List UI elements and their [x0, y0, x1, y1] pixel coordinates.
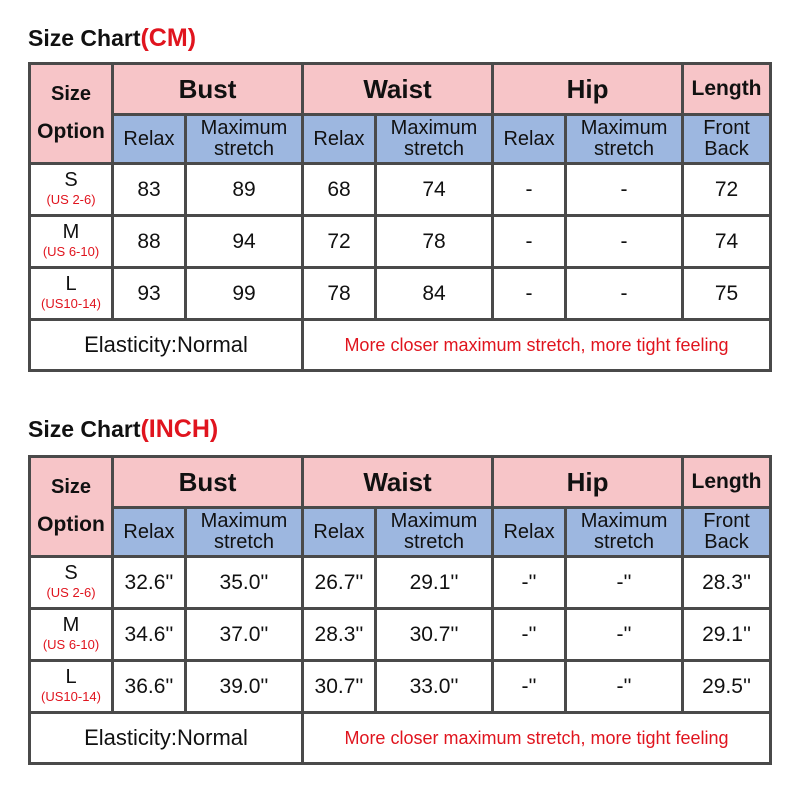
waist-max-cell: 33.0''	[377, 662, 491, 711]
bust-relax-header: Relax	[114, 509, 184, 555]
bust-relax-cell: 88	[114, 217, 184, 266]
bust-max-cell: 37.0''	[187, 610, 301, 659]
length-cell: 29.5''	[684, 662, 769, 711]
bust-max-cell: 39.0''	[187, 662, 301, 711]
bust-max-cell: 99	[187, 269, 301, 318]
length-cell: 72	[684, 165, 769, 214]
hip-max-cell: -	[567, 165, 681, 214]
stretch-note: More closer maximum stretch, more tight feeling	[304, 714, 769, 762]
waist-relax-cell: 28.3''	[304, 610, 374, 659]
size-option-header: Size Option	[31, 458, 111, 555]
length-header: Length	[684, 458, 769, 506]
size-option-cell: L (US10-14)	[31, 662, 111, 711]
inch-size-table	[28, 455, 772, 765]
hip-header: Hip	[494, 65, 681, 113]
hip-relax-cell: -	[494, 269, 564, 318]
table-row	[31, 662, 769, 711]
waist-header: Waist	[304, 65, 491, 113]
bust-relax-cell: 36.6''	[114, 662, 184, 711]
table-footer-row	[31, 714, 769, 762]
waist-relax-cell: 78	[304, 269, 374, 318]
bust-relax-cell: 93	[114, 269, 184, 318]
cm-chart-title: Size Chart(CM)	[28, 24, 197, 52]
waist-max-cell: 78	[377, 217, 491, 266]
length-cell: 75	[684, 269, 769, 318]
waist-max-cell: 74	[377, 165, 491, 214]
table-row	[31, 217, 769, 266]
waist-relax-cell: 26.7''	[304, 558, 374, 607]
waist-relax-header: Relax	[304, 509, 374, 555]
waist-max-cell: 84	[377, 269, 491, 318]
waist-relax-cell: 72	[304, 217, 374, 266]
elasticity-label: Elasticity:Normal	[31, 321, 301, 369]
waist-max-header: Maximum stretch	[377, 509, 491, 555]
bust-relax-cell: 32.6''	[114, 558, 184, 607]
hip-max-cell: -''	[567, 610, 681, 659]
bust-max-cell: 94	[187, 217, 301, 266]
hip-max-cell: -	[567, 269, 681, 318]
table-header-row	[31, 65, 769, 113]
hip-relax-cell: -	[494, 217, 564, 266]
hip-relax-header: Relax	[494, 509, 564, 555]
size-option-cell: M (US 6-10)	[31, 217, 111, 266]
hip-relax-cell: -	[494, 165, 564, 214]
bust-max-cell: 89	[187, 165, 301, 214]
stretch-note: More closer maximum stretch, more tight feeling	[304, 321, 769, 369]
hip-max-header: Maximum stretch	[567, 116, 681, 162]
bust-max-header: Maximum stretch	[187, 116, 301, 162]
hip-relax-cell: -''	[494, 662, 564, 711]
table-row	[31, 269, 769, 318]
length-header: Length	[684, 65, 769, 113]
waist-relax-cell: 30.7''	[304, 662, 374, 711]
elasticity-label: Elasticity:Normal	[31, 714, 301, 762]
length-cell: 29.1''	[684, 610, 769, 659]
size-option-cell: L (US10-14)	[31, 269, 111, 318]
waist-max-cell: 30.7''	[377, 610, 491, 659]
size-option-cell: M (US 6-10)	[31, 610, 111, 659]
table-row	[31, 165, 769, 214]
waist-header: Waist	[304, 458, 491, 506]
bust-header: Bust	[114, 458, 301, 506]
size-option-cell: S (US 2-6)	[31, 558, 111, 607]
waist-relax-cell: 68	[304, 165, 374, 214]
bust-max-header: Maximum stretch	[187, 509, 301, 555]
table-footer-row	[31, 321, 769, 369]
hip-relax-cell: -''	[494, 558, 564, 607]
hip-header: Hip	[494, 458, 681, 506]
hip-relax-cell: -''	[494, 610, 564, 659]
bust-relax-header: Relax	[114, 116, 184, 162]
table-subheader-row	[31, 116, 769, 162]
size-option-cell: S (US 2-6)	[31, 165, 111, 214]
table-row	[31, 610, 769, 659]
inch-chart-title: Size Chart(INCH)	[28, 415, 219, 443]
length-cell: 28.3''	[684, 558, 769, 607]
hip-max-cell: -	[567, 217, 681, 266]
length-cell: 74	[684, 217, 769, 266]
hip-max-header: Maximum stretch	[567, 509, 681, 555]
length-front-back-header: Front Back	[684, 116, 769, 162]
size-option-header: Size Option	[31, 65, 111, 162]
table-row	[31, 558, 769, 607]
table-header-row	[31, 458, 769, 506]
cm-size-table	[28, 62, 772, 372]
bust-max-cell: 35.0''	[187, 558, 301, 607]
waist-max-header: Maximum stretch	[377, 116, 491, 162]
hip-max-cell: -''	[567, 662, 681, 711]
bust-relax-cell: 83	[114, 165, 184, 214]
length-front-back-header: Front Back	[684, 509, 769, 555]
table-subheader-row	[31, 509, 769, 555]
bust-header: Bust	[114, 65, 301, 113]
hip-relax-header: Relax	[494, 116, 564, 162]
waist-relax-header: Relax	[304, 116, 374, 162]
waist-max-cell: 29.1''	[377, 558, 491, 607]
bust-relax-cell: 34.6''	[114, 610, 184, 659]
hip-max-cell: -''	[567, 558, 681, 607]
